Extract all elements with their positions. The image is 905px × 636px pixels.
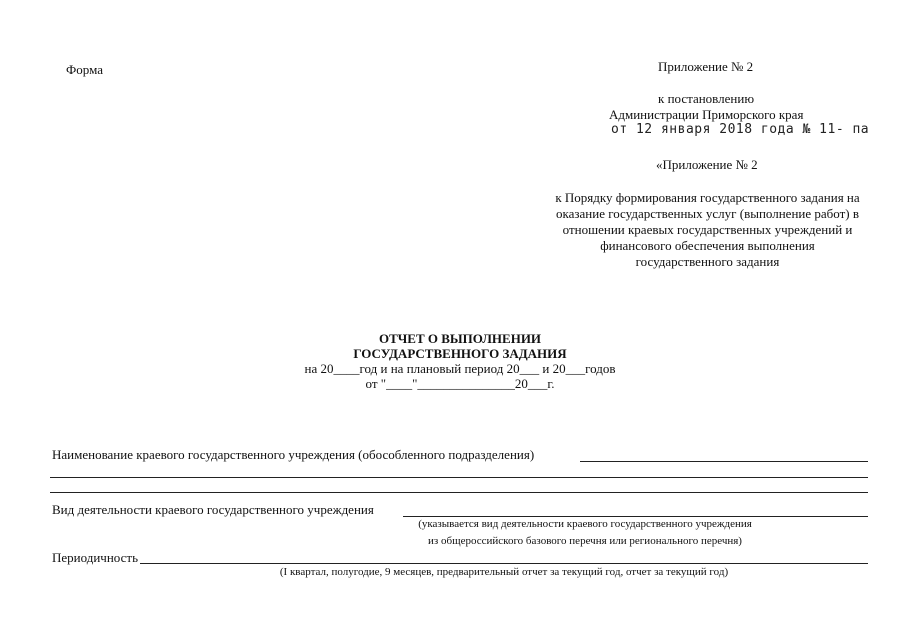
order-line: отношении краевых государственных учреждений и — [562, 222, 853, 237]
institution-name-continuation-line[interactable] — [50, 492, 868, 493]
to-resolution-label: к постановлению — [658, 91, 755, 106]
report-title — [260, 331, 660, 391]
administration-label: Администрации Приморского края — [609, 107, 804, 122]
periodicity-label: Периодичность — [52, 550, 139, 565]
order-line: оказание государственных услуг (выполнение работ) в — [556, 206, 859, 221]
form-label: Форма — [66, 62, 103, 77]
activity-type-hint-2: из общероссийского базового перечня или регионального перечня) — [428, 535, 742, 547]
title-period: на 20____год и на плановый период 20___ и 20___годов — [304, 361, 616, 376]
order-reference — [520, 190, 895, 270]
periodicity-field[interactable] — [140, 563, 868, 564]
periodicity-hint: (I квартал, полугодие, 9 месяцев, предварительный отчет за текущий год, отчет за текущий год) — [279, 566, 729, 578]
quoted-appendix-label: «Приложение № 2 — [656, 157, 758, 172]
institution-name-label: Наименование краевого государственного учреждения (обособленного подразделения) — [52, 447, 535, 462]
institution-name-field[interactable] — [580, 461, 868, 462]
activity-type-field[interactable] — [403, 516, 868, 517]
order-line: государственного задания — [635, 254, 780, 269]
institution-name-continuation-line[interactable] — [50, 477, 868, 478]
appendix-label: Приложение № 2 — [658, 59, 754, 74]
date-stamp: от 12 января 2018 года № 11- па — [611, 122, 870, 137]
activity-type-label: Вид деятельности краевого государственного учреждения — [52, 502, 374, 517]
title-date: от "____"_______________20___г. — [365, 376, 555, 391]
title-line-2: ГОСУДАРСТВЕННОГО ЗАДАНИЯ — [353, 346, 567, 361]
order-line: к Порядку формирования государственного задания на — [555, 190, 860, 205]
title-line-1: ОТЧЕТ О ВЫПОЛНЕНИИ — [378, 331, 542, 346]
order-line: финансового обеспечения выполнения — [600, 238, 815, 253]
activity-type-hint-1: (указывается вид деятельности краевого государственного учреждения — [418, 518, 752, 530]
